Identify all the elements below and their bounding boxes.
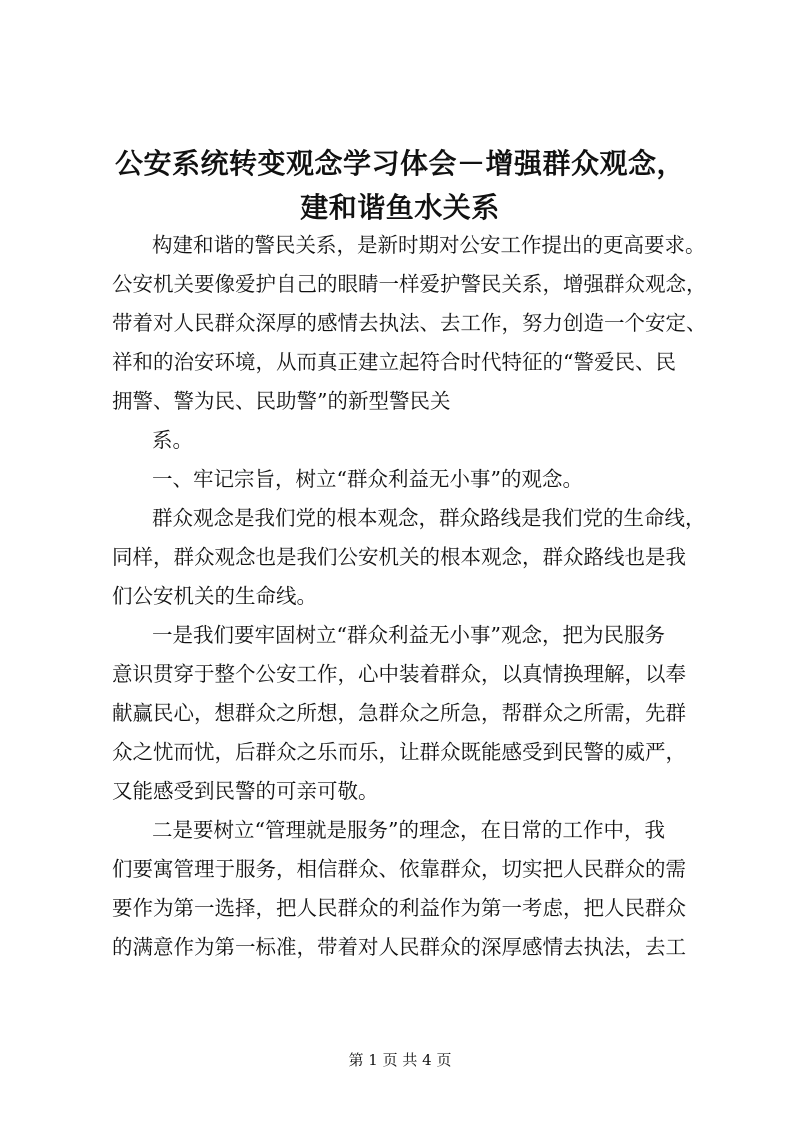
- document-title-line-1: 公安系统转变观念学习体会－增强群众观念，: [114, 147, 685, 180]
- page-number-footer: 第 1 页 共 4 页: [348, 1051, 452, 1069]
- body-line: 的满意作为第一标准，带着对人民群众的深厚感情去执法，去工: [112, 935, 686, 959]
- body-line: 系。: [152, 428, 193, 452]
- body-line: 公安机关要像爱护自己的眼睛一样爱护警民关系，增强群众观念，: [112, 272, 707, 296]
- body-line: 要作为第一选择，把人民群众的利益作为第一考虑，把人民群众: [112, 896, 686, 920]
- body-line: 献赢民心，想群众之所想，急群众之所急，帮群众之所需，先群: [112, 701, 686, 725]
- body-line: 祥和的治安环境，从而真正建立起符合时代特征的“警爱民、民: [112, 350, 676, 374]
- body-line: 拥警、警为民、民助警”的新型警民关: [112, 389, 451, 413]
- body-line: 意识贯穿于整个公安工作，心中装着群众，以真情换理解，以奉: [112, 662, 686, 686]
- body-line: 带着对人民群众深厚的感情去执法、去工作，努力创造一个安定、: [112, 311, 707, 335]
- body-line: 们公安机关的生命线。: [112, 584, 317, 608]
- body-line: 一、牢记宗旨，树立“群众利益无小事”的观念。: [152, 467, 583, 491]
- body-line: 又能感受到民警的可亲可敬。: [112, 779, 379, 803]
- body-line: 一是我们要牢固树立“群众利益无小事”观念，把为民服务: [152, 623, 665, 647]
- body-line: 构建和谐的警民关系，是新时期对公安工作提出的更高要求。: [152, 233, 706, 257]
- body-line: 们要寓管理于服务，相信群众、依靠群众，切实把人民群众的需: [112, 857, 686, 881]
- body-line: 二是要树立“管理就是服务”的理念，在日常的工作中，我: [152, 818, 665, 842]
- document-title-line-2: 建和谐鱼水关系: [300, 191, 500, 224]
- document-body: [112, 226, 712, 967]
- body-line: 群众观念是我们党的根本观念，群众路线是我们党的生命线，: [152, 506, 706, 530]
- body-line: 众之忧而忧，后群众之乐而乐，让群众既能感受到民警的威严，: [112, 740, 686, 764]
- body-line: 同样，群众观念也是我们公安机关的根本观念，群众路线也是我: [112, 545, 686, 569]
